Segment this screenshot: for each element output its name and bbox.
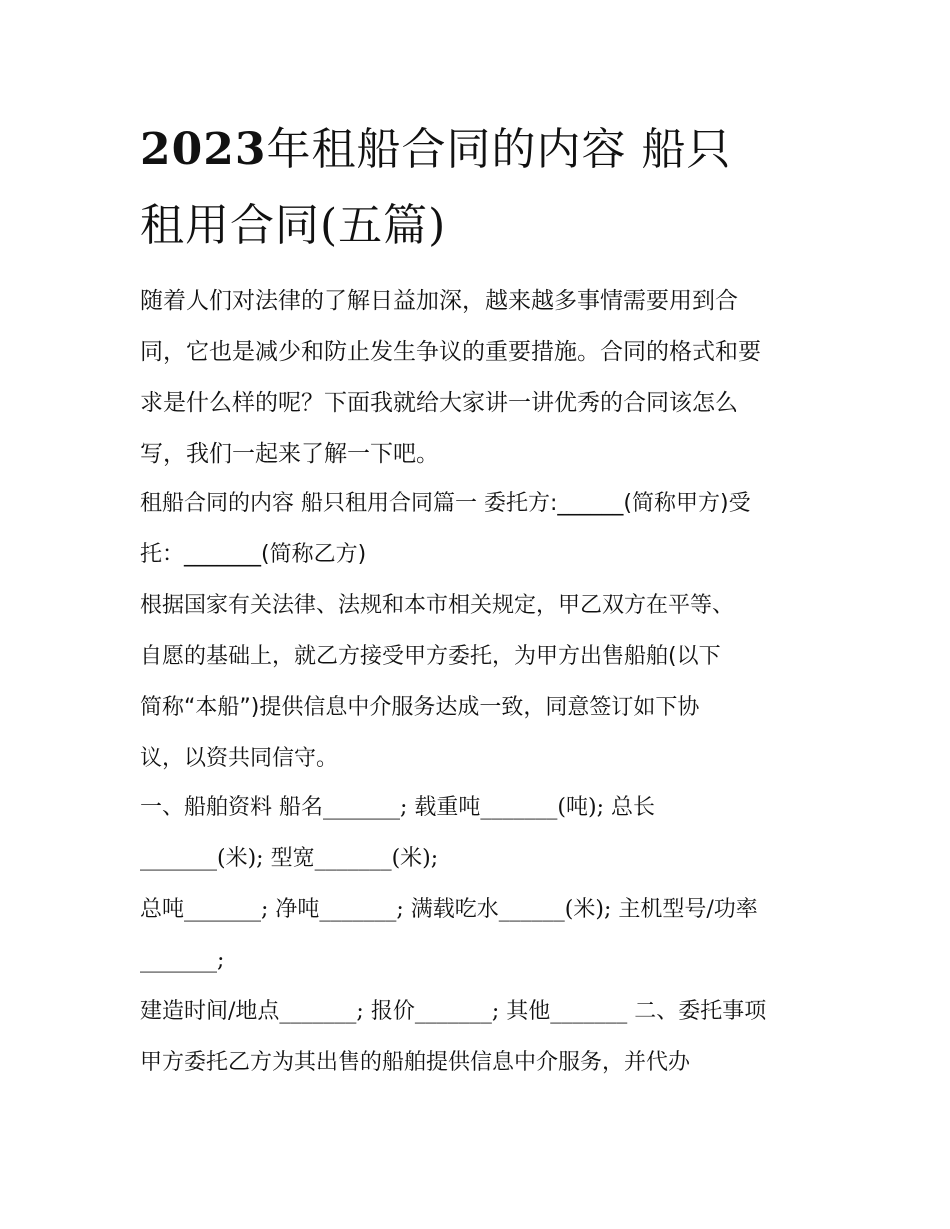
title-year: 2023 [140,124,267,175]
agreement-line: 议，以资共同信守。 [140,746,339,771]
intro-paragraph [140,276,830,480]
section-one-line: 托：_______(简称乙方) [140,542,367,567]
ship-info-line: 建造时间/地点_______; 报价_______; 其他_______ 二、委托事项 [140,999,767,1024]
intro-line: 求是什么样的呢？下面我就给大家讲一讲优秀的合同该怎么 [140,390,738,416]
ship-info-line: 一、船舶资料 船名_______; 载重吨_______(吨); 总长 [140,795,655,820]
document-title [140,112,840,264]
section-one-line: 租船合同的内容 船只租用合同篇一 委托方:______(简称甲方)受 [140,491,751,516]
intro-line: 随着人们对法律的了解日益加深，越来越多事情需要用到合 [140,288,738,314]
intro-line: 写，我们一起来了解一下吧。 [140,441,439,467]
ship-info-paragraph [140,782,830,1088]
ship-info-line: _______(米); 型宽_______(米); [140,846,439,871]
ship-info-line: 总吨_______; 净吨_______; 满载吃水______(米); 主机型号/功率 [140,897,758,922]
agreement-line: 自愿的基础上，就乙方接受甲方委托，为甲方出售船舶(以下 [140,644,721,669]
agreement-line: 简称“本船”)提供信息中介服务达成一致，同意签订如下协 [140,695,700,720]
section-one-paragraph [140,478,830,580]
title-line-1-rest: 年租船合同的内容 船只 [266,124,732,175]
agreement-paragraph [140,580,830,784]
ship-info-line: 甲方委托乙方为其出售的船舶提供信息中介服务，并代办 [140,1050,691,1075]
title-line-2: 租用合同(五篇) [140,200,447,251]
title-line-1 [140,112,840,188]
intro-line: 同，它也是减少和防止发生争议的重要措施。合同的格式和要 [140,339,761,365]
agreement-line: 根据国家有关法律、法规和本市相关规定，甲乙双方在平等、 [140,593,735,618]
ship-info-line: _______; [140,948,225,973]
